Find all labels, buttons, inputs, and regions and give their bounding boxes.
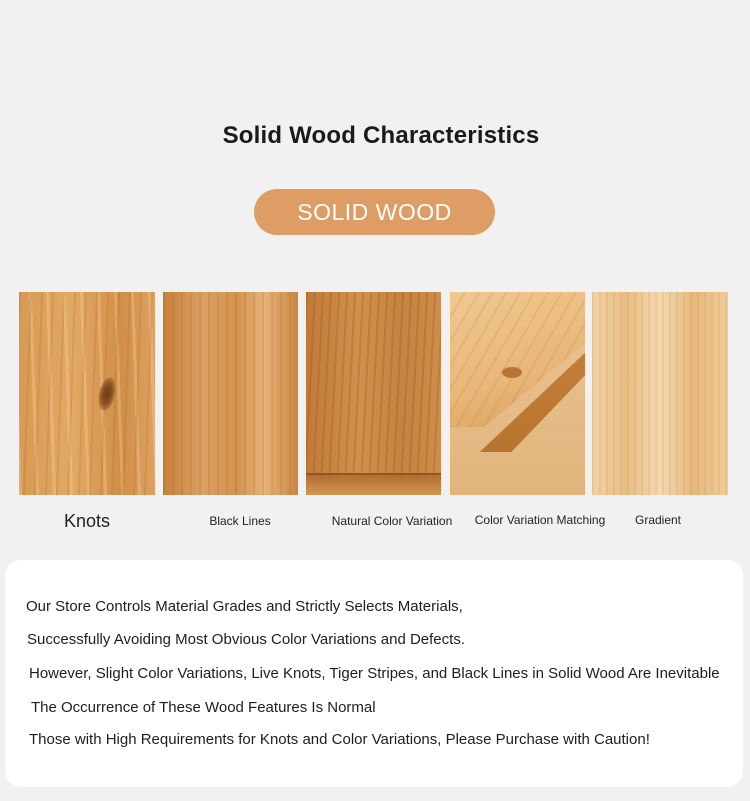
note-line: However, Slight Color Variations, Live Knots, Tiger Stripes, and Black Lines in Solid Wood Are Inevitable: [29, 665, 720, 682]
note-line: Our Store Controls Material Grades and Strictly Selects Materials,: [26, 598, 463, 615]
note-line: Successfully Avoiding Most Obvious Color Variations and Defects.: [27, 631, 465, 648]
knot-mark: [96, 376, 119, 413]
black-lines-wood-image: [163, 292, 298, 495]
swatch-label-gradient: Gradient: [634, 513, 682, 527]
solid-wood-badge: SOLID WOOD: [254, 189, 495, 235]
swatch-label-black-lines: Black Lines: [209, 514, 271, 528]
note-line: Those with High Requirements for Knots and Color Variations, Please Purchase with Caution!: [29, 731, 650, 748]
swatch-label-knots: Knots: [63, 511, 111, 531]
page-title: Solid Wood Characteristics: [222, 122, 540, 149]
natural-color-variation-wood-image: [306, 292, 441, 495]
drawer-edge: [306, 473, 441, 495]
swatch-label-natural-color-variation: Natural Color Variation: [331, 514, 453, 528]
gradient-wood-image: [592, 292, 728, 495]
wood-plug: [502, 367, 522, 378]
color-variation-matching-wood-image: [450, 292, 585, 495]
swatch-label-color-variation-matching: Color Variation Matching: [474, 513, 606, 527]
note-line: The Occurrence of These Wood Features Is Normal: [31, 699, 376, 716]
knots-wood-image: [19, 292, 155, 495]
tabletop-surface: [450, 292, 585, 427]
